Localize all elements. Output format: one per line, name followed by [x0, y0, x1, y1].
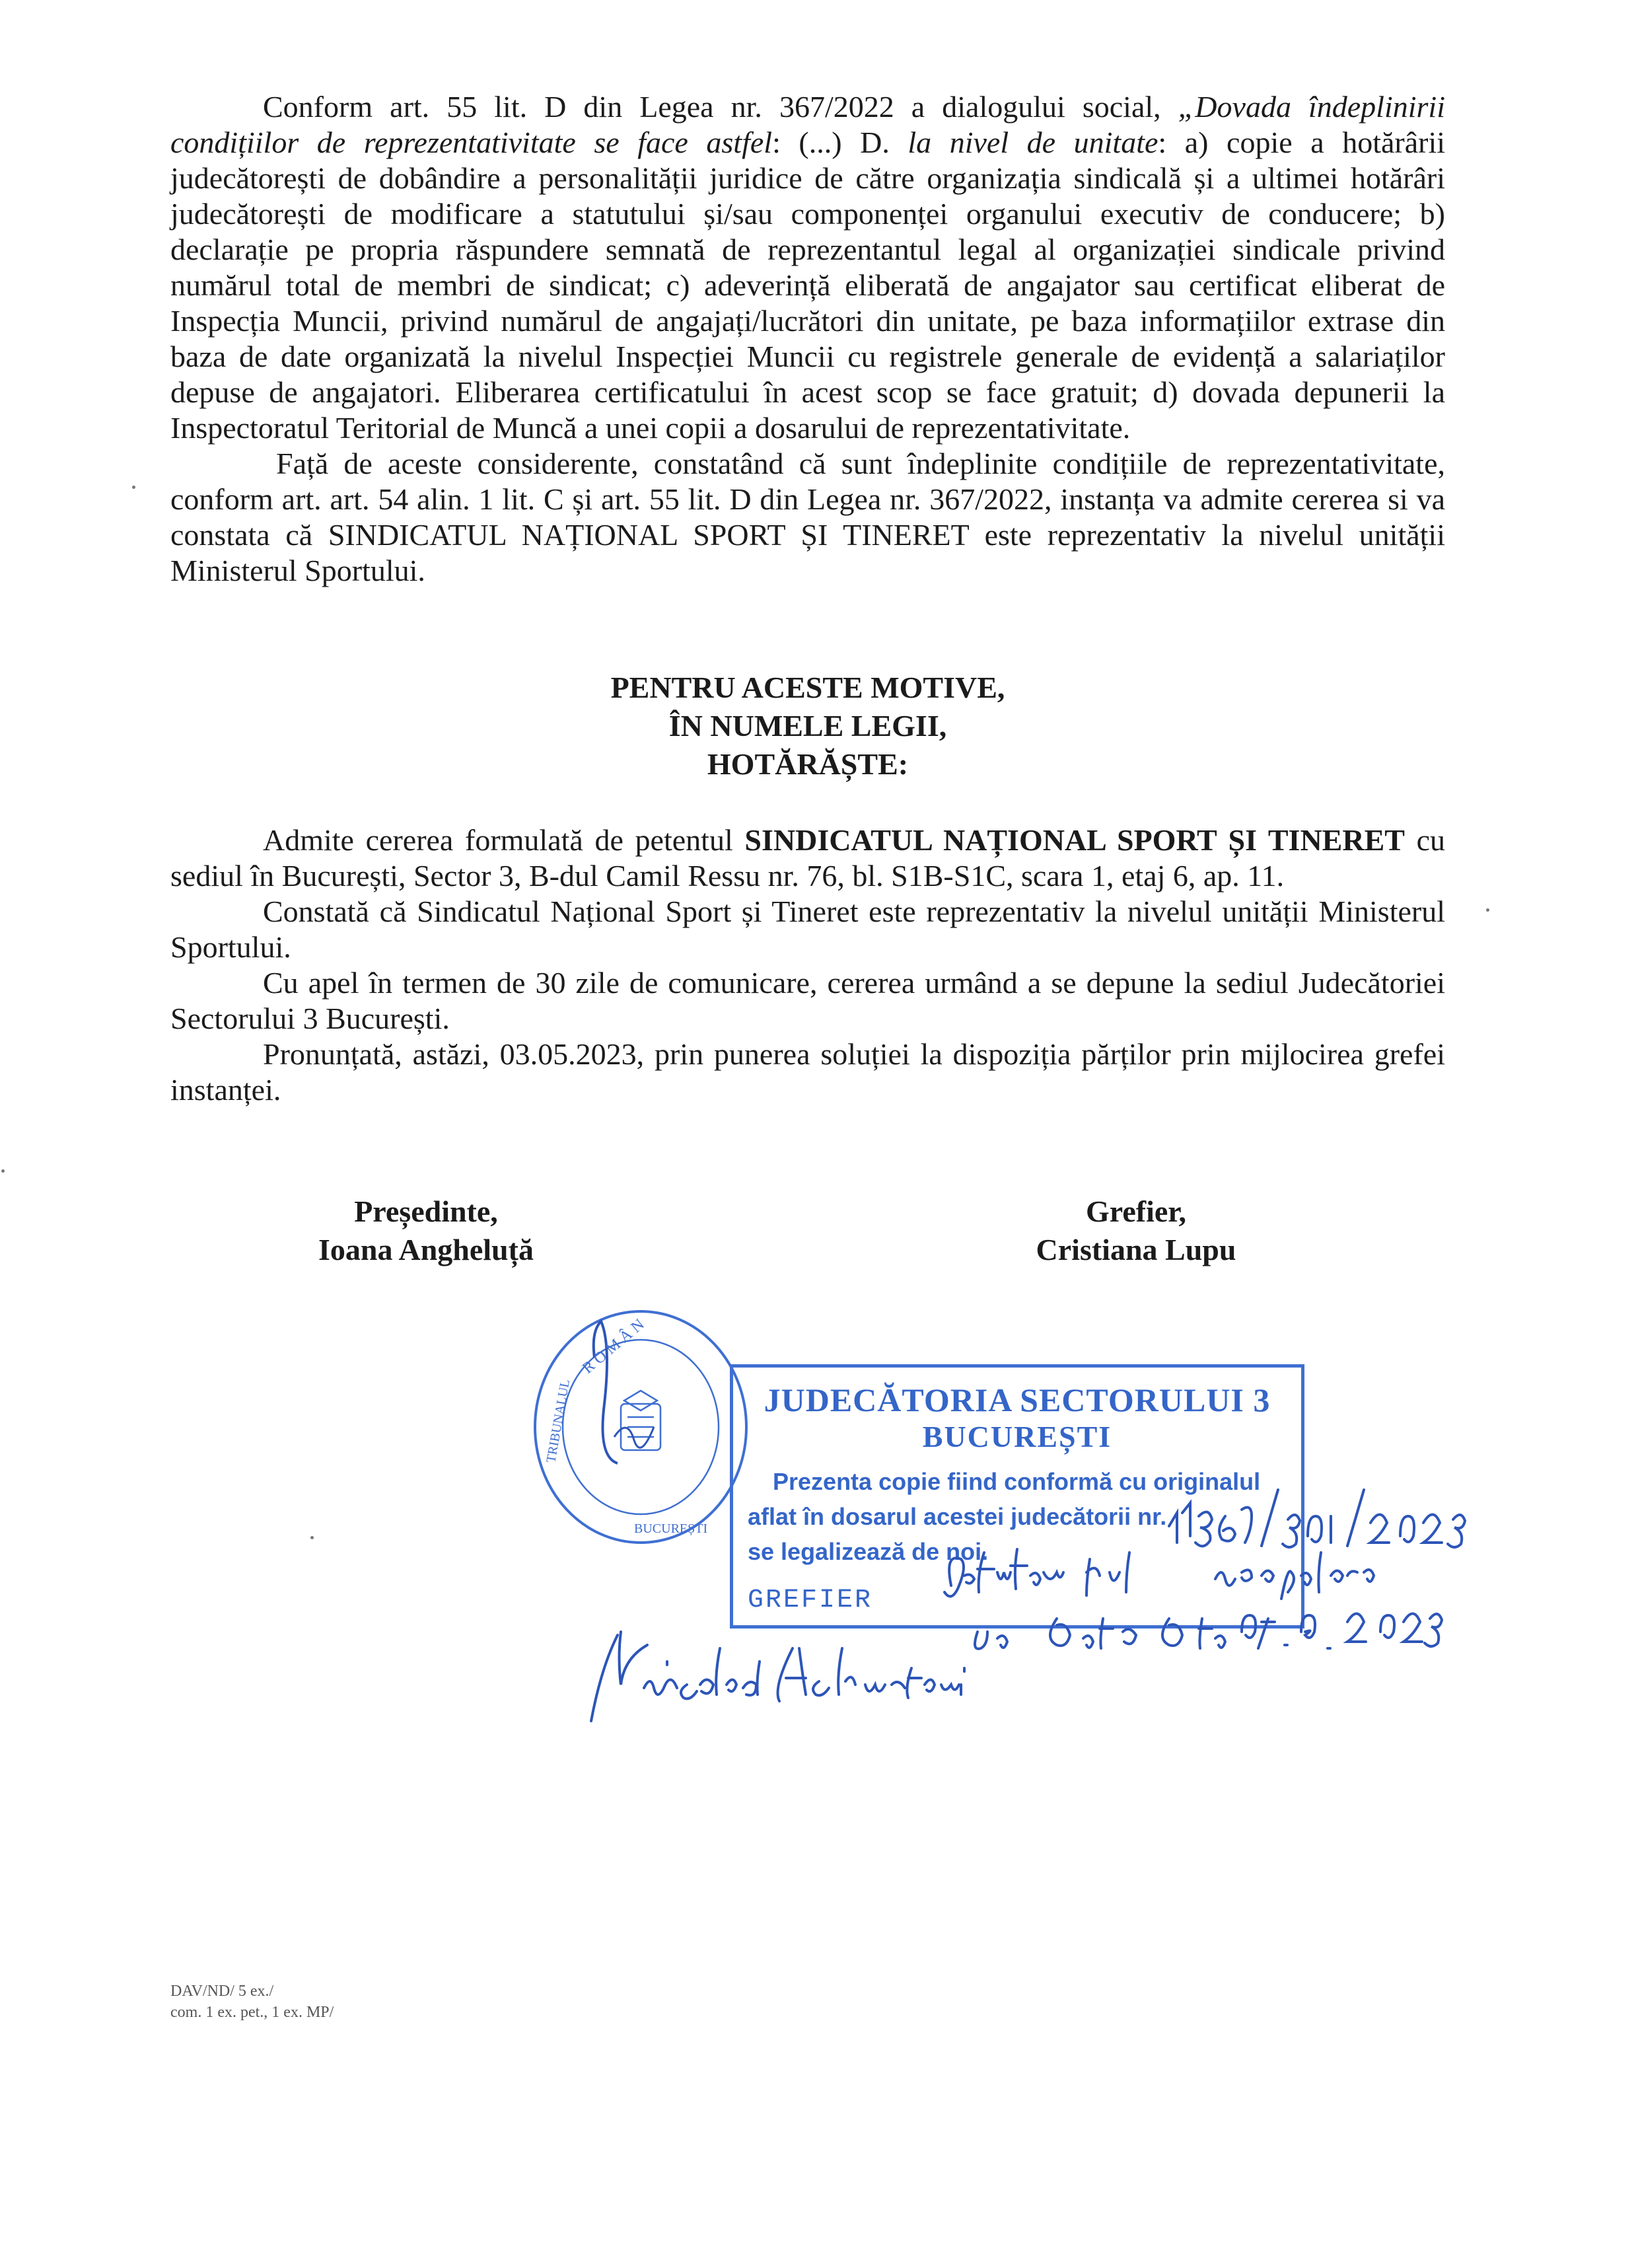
stamp-grefier-label: GREFIER: [748, 1586, 873, 1615]
svg-text:BUCUREȘTI: BUCUREȘTI: [634, 1521, 708, 1536]
scan-speck: [1486, 908, 1489, 912]
president-signature-block: [261, 1192, 591, 1269]
round-seal-icon: [528, 1305, 753, 1549]
stamp-court-name: JUDECĂTORIA SECTORULUI 3: [764, 1381, 1271, 1418]
ruling-finding: Constată că Sindicatul Național Sport și Tineret este reprezentativ la nivelul unității Ministerul Sportului.: [170, 895, 1445, 964]
paragraph-conclusion: Față de aceste considerente, constatând că sunt îndeplinite condițiile de reprezentativitate, conform art. art. 54 alin. 1 lit. C și art. 55 lit. D din Legea nr. 367/2022, instanța va admite cererea si va constata că SINDICATUL NAȚIONAL SPORT ȘI TINERET este reprezentativ la nivelul unității Ministerul Sportului.: [170, 447, 1445, 587]
clerk-title: Grefier,: [1086, 1194, 1186, 1228]
heading-line-1: PENTRU ACESTE MOTIVE,: [610, 671, 1005, 704]
ruling-pronounced: Pronunțată, astăzi, 03.05.2023, prin punerea soluției la dispoziția părților prin mijlocirea grefei instanței.: [170, 1037, 1445, 1107]
heading-line-2: ÎN NUMELE LEGII,: [668, 709, 947, 743]
stamp-line-1: Prezenta copie fiind conformă cu originalul: [773, 1468, 1261, 1495]
scan-speck: [132, 486, 135, 489]
scan-speck: [310, 1536, 314, 1539]
ruling-appeal: Cu apel în termen de 30 zile de comunicare, cererea urmând a se depune la sediul Judecătoriei Sectorului 3 București.: [170, 966, 1445, 1035]
p1-text: Conform art. 55 lit. D din Legea nr. 367/2022 a dialogului social,: [263, 90, 1178, 124]
stamp-line-3: se legalizează de noi.: [748, 1538, 989, 1565]
president-title: Președinte,: [354, 1194, 498, 1228]
stamp-line-2: aflat în dosarul acestei judecătorii nr.: [748, 1503, 1167, 1530]
p1-text-mid: : (...) D.: [772, 126, 908, 159]
ruling-section: [170, 823, 1445, 1108]
document-footer: [170, 1981, 334, 2023]
heading-line-3: HOTĂRĂȘTE:: [707, 747, 909, 781]
ruling-admit-address: cu sediul în București, Sector 3, B-dul Camil Ressu nr. 76, bl. S1B-S1C, scara 1, etaj 6, ap. 11.: [170, 823, 1446, 893]
svg-text:R O M Â N: R O M Â N: [579, 1315, 648, 1377]
handwritten-signature-icon: [581, 1622, 1083, 1754]
p1-quote-unit: la nivel de unitate: [908, 126, 1158, 159]
paragraph-article-55: [170, 89, 1445, 446]
ruling-admit: [170, 823, 1445, 894]
footer-line-1: DAV/ND/ 5 ex./: [170, 1983, 274, 2000]
ruling-heading: [170, 669, 1445, 784]
footer-line-2: com. 1 ex. pet., 1 ex. MP/: [170, 2004, 334, 2021]
svg-text:TRIBUNALUL: TRIBUNALUL: [544, 1378, 573, 1464]
clerk-signature-block: [994, 1192, 1278, 1269]
considerations-section: [170, 89, 1445, 589]
ruling-admit-text: Admite cererea formulată de petentul: [263, 823, 745, 857]
p1-text-rest: : a) copie a hotărârii judecătorești de dobândire a personalității juridice de către organizația sindicală și a ultimei hotărâri judecătorești de modificare a statutului și/sau componenței organului executiv de conducere; b) declarație pe propria răspundere semnată de reprezentantul legal al organizației sindicale privind numărul total de membri de sindicat; c) adeverință eliberată de angajator sau certificat eliberat de Inspecția Muncii, privind numărul de angajați/lucrători din unitate, pe baza informațiilor extrase din baza de date organizată la nivelul Inspecției Muncii cu registrele generale de evidență a salariaților depuse de angajatori. Eliberarea certificatului în acest scop se face gratuit; d) dovada depunerii la Inspectoratul Teritorial de Muncă a unei copii a dosarului de reprezentativitate.: [170, 126, 1446, 445]
petitioner-name: SINDICATUL NAȚIONAL SPORT ȘI TINERET: [744, 823, 1405, 857]
scan-speck: [1, 1169, 5, 1173]
president-name: Ioana Angheluță: [318, 1233, 534, 1266]
p1-quote: „Dovada îndeplinirii condițiilor de reprezentativitate se face astfel: [170, 90, 1445, 159]
clerk-name: Cristiana Lupu: [1036, 1233, 1236, 1266]
stamp-city: BUCUREȘTI: [922, 1420, 1112, 1453]
